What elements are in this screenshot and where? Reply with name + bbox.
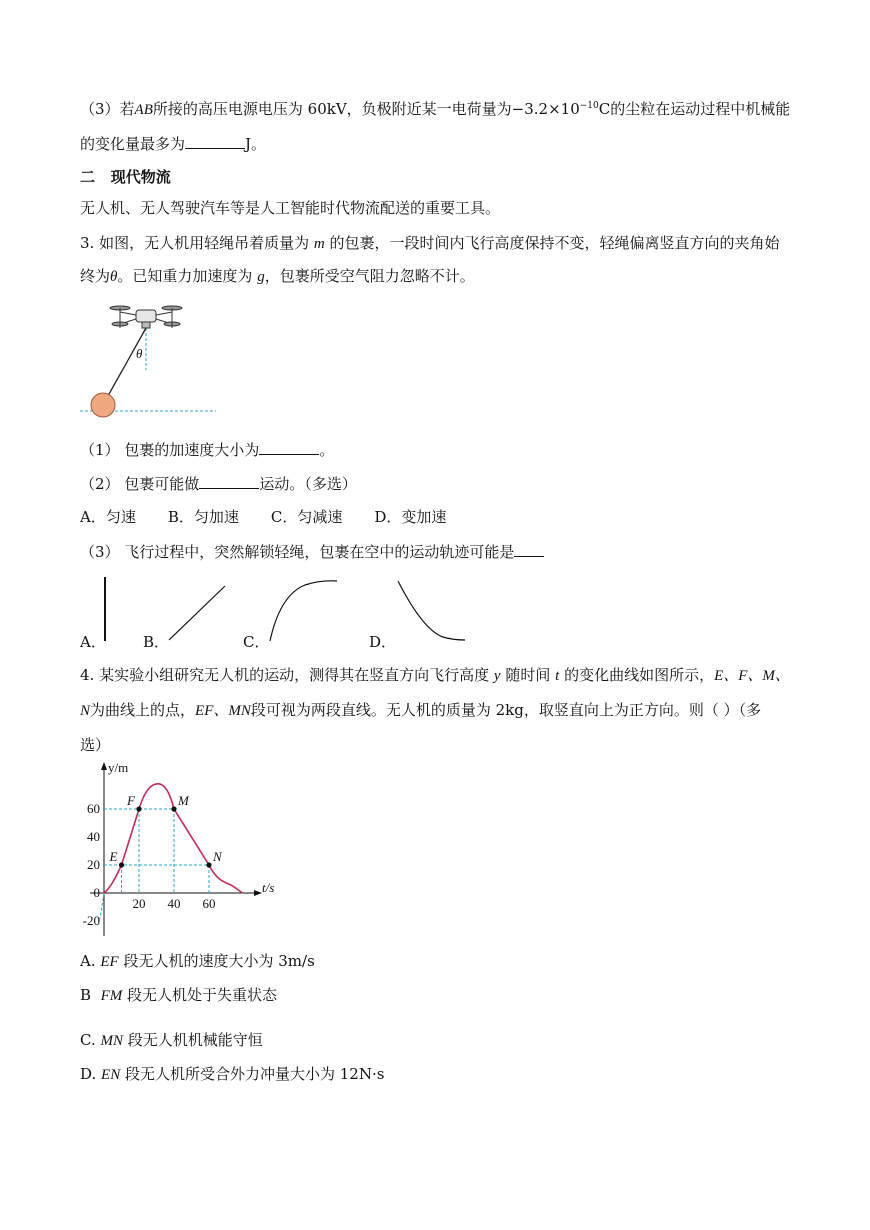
y-tick-label: -20	[82, 913, 100, 928]
q3-sub2: （2） 包裹可能做 运动。（多选）	[80, 475, 357, 493]
q4-stem-line1: 4. 某实验小组研究无人机的运动，测得其在竖直方向飞行高度 y 随时间 t 的变化曲线如图所示，E、F、M、	[80, 666, 790, 684]
q3-stem-line2: 终为θ。已知重力加速度为 g，包裹所受空气阻力忽略不计。	[80, 267, 475, 285]
q4-option-b[interactable]: B FM 段无人机处于失重状态	[80, 986, 278, 1004]
q3-sub3: （3） 飞行过程中，突然解锁轻绳，包裹在空中的运动轨迹可能是	[80, 541, 544, 562]
x-tick-label: 40	[167, 896, 181, 911]
data-point	[136, 806, 141, 811]
trajectory-label-a[interactable]: A．	[80, 633, 106, 651]
ab-label: AB	[134, 102, 153, 118]
q4-option-a[interactable]: A. EF 段无人机的速度大小为 3m/s	[80, 952, 315, 970]
height-time-chart	[76, 758, 286, 943]
trajectory-label-d[interactable]: D．	[369, 633, 397, 651]
charge-value: $-3.2\times 10^{-10}C$	[511, 100, 611, 118]
option-c[interactable]: C．匀减速	[270, 508, 343, 526]
data-point	[171, 806, 176, 811]
x-axis-label: t/s	[262, 880, 275, 895]
q4-option-d[interactable]: D. EN 段无人机所受合外力冲量大小为 12N·s	[80, 1065, 385, 1083]
trajectory-c	[265, 575, 345, 645]
x-axis-arrow	[254, 890, 262, 896]
y-axis-label: y/m	[108, 760, 129, 775]
point-label: N	[213, 849, 222, 864]
section-heading: 二 现代物流	[80, 168, 171, 186]
answer-blank[interactable]	[259, 439, 319, 455]
trajectory-d	[393, 575, 473, 645]
point-label: F	[127, 793, 135, 808]
option-b[interactable]: B．匀加速	[167, 508, 239, 526]
answer-blank[interactable]	[514, 541, 544, 557]
rope	[104, 328, 146, 403]
q4-option-c[interactable]: C. MN 段无人机机械能守恒	[80, 1031, 263, 1049]
q4-stem-line3: 选）	[80, 736, 111, 754]
y-tick-label: 20	[87, 857, 100, 872]
y-axis-arrow	[101, 762, 107, 770]
package-ball	[91, 393, 115, 417]
y-tick-label: 40	[87, 829, 100, 844]
option-a[interactable]: A．匀速	[80, 508, 136, 526]
q3-options	[80, 507, 478, 527]
q4-stem-line2: N为曲线上的点，EF、MN段可视为两段直线。无人机的质量为 2kg，取竖直向上为正方向。则（ ）（多	[80, 701, 762, 719]
q3-stem-line1: 3. 如图，无人机用轻绳吊着质量为 m 的包裹，一段时间内飞行高度保持不变，轻绳偏离竖直方向的夹角始	[80, 234, 780, 252]
q-part3-line1: （3）若AB所接的高压电源电压为 60kV，负极附近某一电荷量为$-3.2\times 10^{-10}C$的尘粒在运动过程中机械能	[80, 100, 791, 118]
option-d[interactable]: D．变加速	[374, 508, 447, 526]
trajectory-a	[100, 575, 112, 645]
drone-icon	[110, 306, 182, 328]
point-label: E	[109, 849, 118, 864]
data-point	[119, 862, 124, 867]
drone-figure	[76, 300, 226, 420]
answer-blank[interactable]	[199, 473, 259, 489]
data-point	[206, 862, 211, 867]
point-label: M	[178, 793, 189, 808]
section-intro: 无人机、无人驾驶汽车等是人工智能时代物流配送的重要工具。	[80, 199, 501, 217]
y-tick-label: 60	[87, 801, 100, 816]
q3-sub1: （1） 包裹的加速度大小为 。	[80, 441, 335, 459]
x-tick-label: 60	[202, 896, 216, 911]
theta-label: θ	[136, 346, 143, 361]
x-tick-label: 20	[132, 896, 146, 911]
answer-blank[interactable]	[185, 133, 245, 149]
y-tick-label: 0	[93, 885, 100, 900]
trajectory-b	[165, 580, 230, 645]
trajectory-label-c[interactable]: C．	[243, 633, 270, 651]
height-curve	[104, 784, 242, 893]
trajectory-label-b[interactable]: B．	[143, 633, 170, 651]
q-part3-line2: 的变化量最多为 J。	[80, 135, 267, 153]
